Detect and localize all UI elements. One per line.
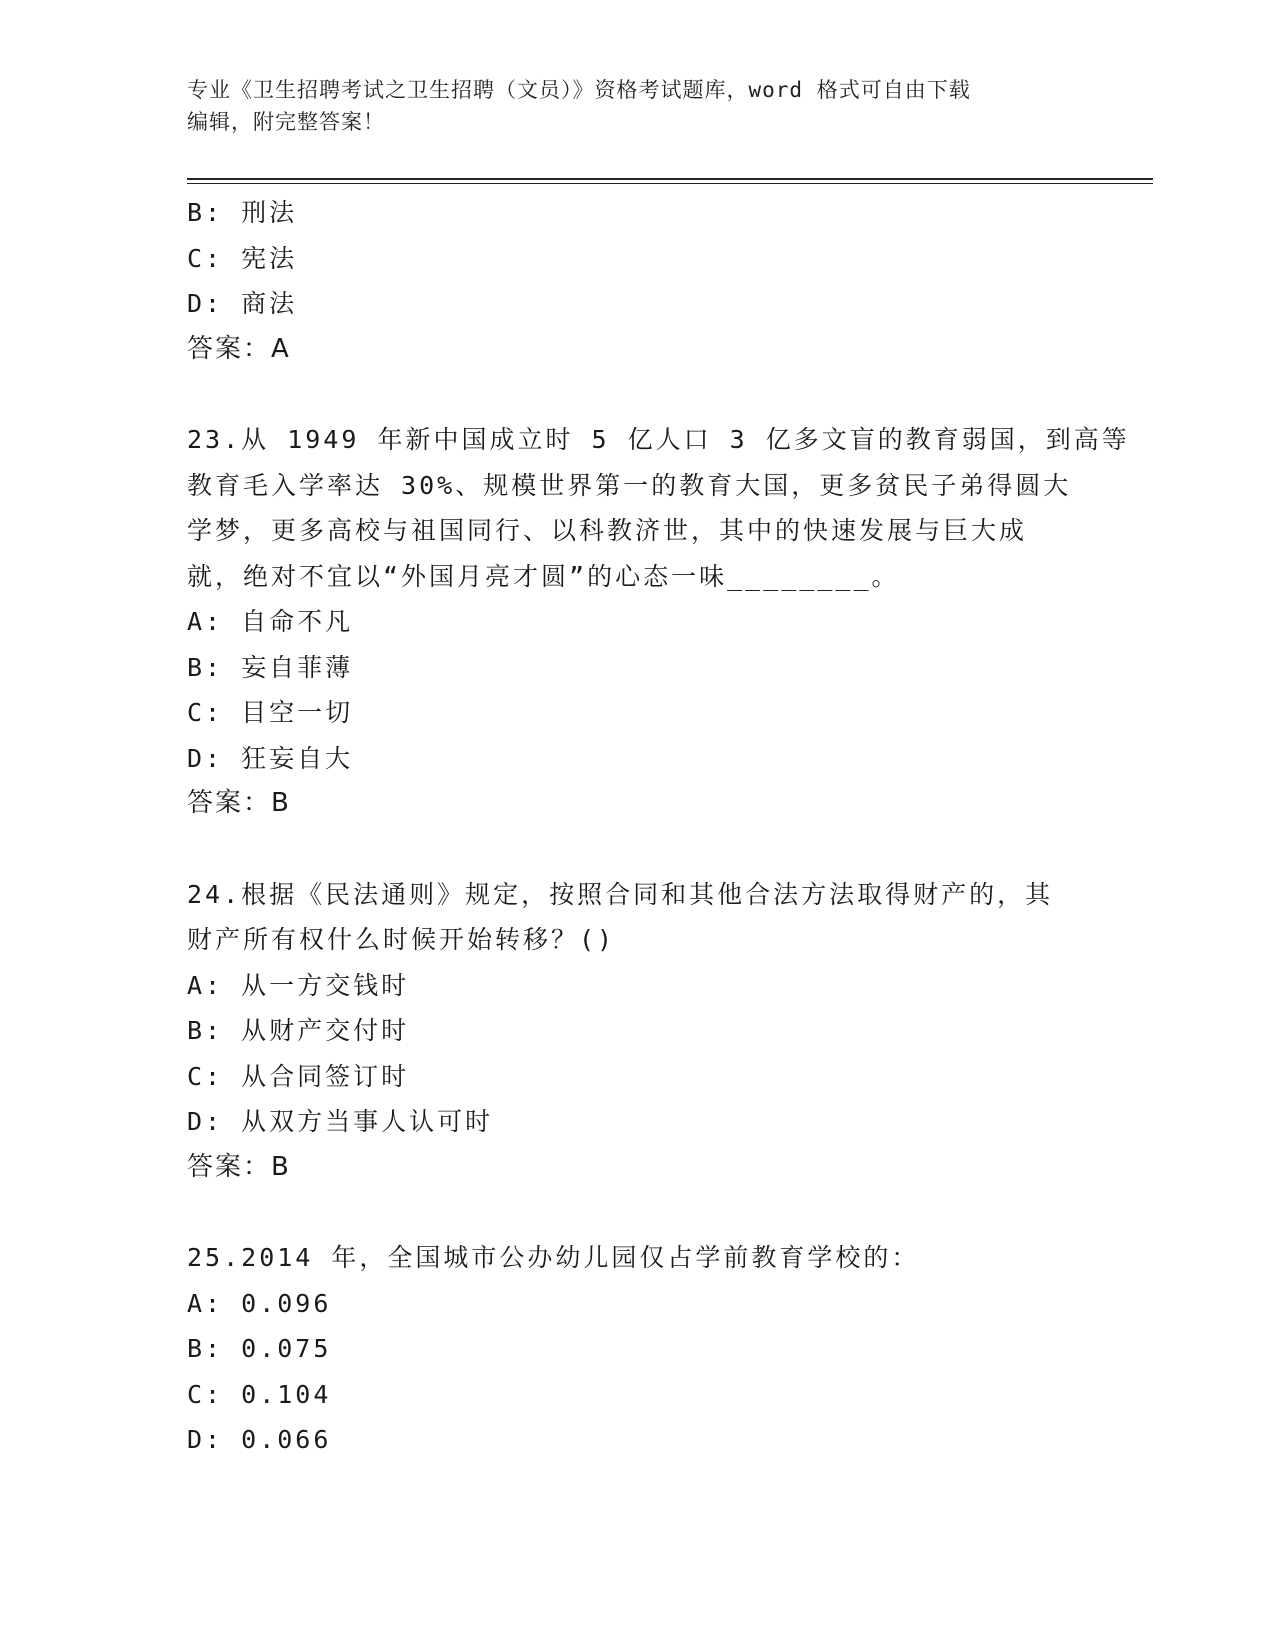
question-23-option-a: A: 自命不凡 bbox=[187, 607, 354, 636]
question-24-option-d: D: 从双方当事人认可时 bbox=[187, 1107, 494, 1136]
question-22-block bbox=[187, 190, 1087, 372]
question-22-option-b: B: 刑法 bbox=[187, 198, 298, 227]
question-23-answer: 答案：B bbox=[187, 788, 291, 818]
question-25-option-b: B: 0.075 bbox=[187, 1334, 332, 1363]
question-24-answer: 答案：B bbox=[187, 1151, 291, 1182]
question-list bbox=[187, 190, 1130, 1463]
header-divider-thick bbox=[187, 178, 1153, 180]
question-23-option-d: D: 狂妄自大 bbox=[187, 743, 354, 773]
question-22-option-d: D: 商法 bbox=[187, 289, 298, 318]
question-23-stem-line-4: 就，绝对不宜以“外国月亮才圆”的心态一味________。 bbox=[187, 561, 900, 591]
question-23-option-b: B: 妄自菲薄 bbox=[187, 652, 354, 682]
document-header bbox=[187, 74, 1067, 138]
question-25-option-c: C: 0.104 bbox=[187, 1379, 332, 1409]
question-23-stem-line-1: 23.从 1949 年新中国成立时 5 亿人口 3 亿多文盲的教育弱国，到高等 bbox=[187, 425, 1130, 454]
question-24-stem-line-1: 24.根据《民法通则》规定，按照合同和其他合法方法取得财产的，其 bbox=[187, 879, 1054, 909]
question-22-answer: 答案：A bbox=[187, 333, 291, 364]
question-23-block bbox=[187, 417, 1130, 827]
question-24-block bbox=[187, 872, 1087, 1191]
question-25-option-a: A: 0.096 bbox=[187, 1288, 332, 1318]
header-title-line-1: 专业《卫生招聘考试之卫生招聘（文员）》资格考试题库，word 格式可自由下载 bbox=[187, 78, 971, 102]
question-24-stem-line-2: 财产所有权什么时候开始转移？() bbox=[187, 925, 616, 954]
question-22-option-c: C: 宪法 bbox=[187, 243, 298, 273]
question-25-block bbox=[187, 1235, 1087, 1463]
question-25-option-d: D: 0.066 bbox=[187, 1425, 332, 1454]
question-23-option-c: C: 目空一切 bbox=[187, 698, 354, 727]
question-23-stem-line-2: 教育毛入学率达 30%、规模世界第一的教育大国，更多贫民子弟得圆大 bbox=[187, 470, 1072, 500]
spacer bbox=[187, 1190, 1087, 1235]
header-divider-thin bbox=[187, 183, 1153, 184]
question-23-stem-line-3: 学梦，更多高校与祖国同行、以科教济世，其中的快速发展与巨大成 bbox=[187, 516, 1028, 545]
header-title-line-2: 编辑，附完整答案！ bbox=[187, 110, 385, 134]
question-24-option-a: A: 从一方交钱时 bbox=[187, 970, 410, 1000]
spacer bbox=[187, 827, 1087, 872]
spacer bbox=[187, 372, 1087, 417]
question-25-stem-line-1: 25.2014 年，全国城市公办幼儿园仅占学前教育学校的： bbox=[187, 1243, 920, 1272]
question-24-option-b: B: 从财产交付时 bbox=[187, 1016, 410, 1045]
question-24-option-c: C: 从合同签订时 bbox=[187, 1061, 410, 1091]
